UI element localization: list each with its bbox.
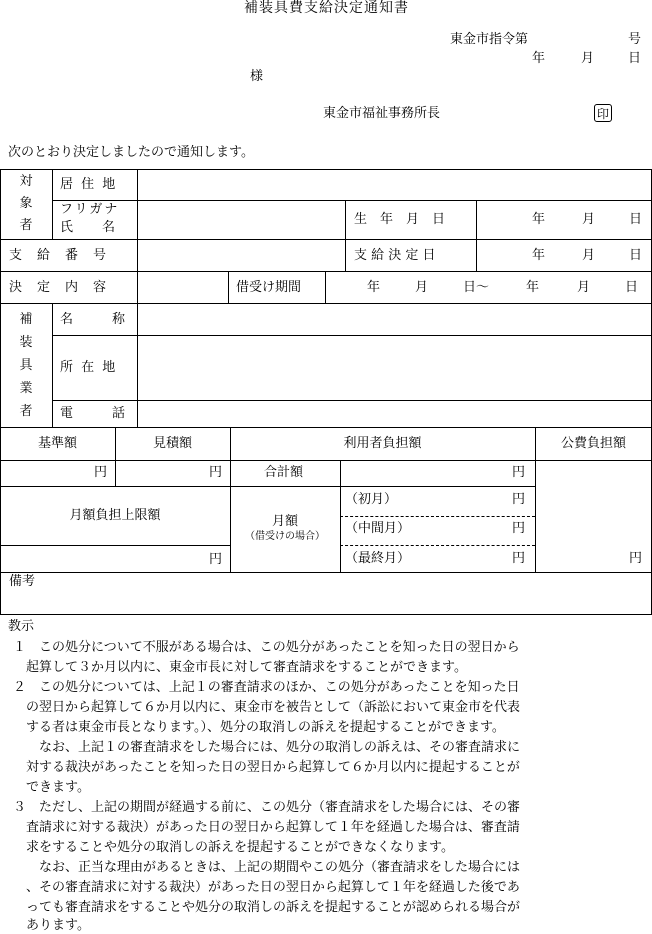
notice-line: なお、上記１の審査請求をした場合には、処分の取消しの訴えは、その審査請求に — [0, 740, 521, 755]
notice-line: ２ この処分については、上記１の審査請求のほか、この処分があったことを知った日 — [0, 680, 520, 695]
monthly-limit-yen: 円 — [209, 552, 223, 567]
decision-year: 年 — [532, 248, 546, 263]
notice-line: 起算して３か月以内に、東金市長に対して審査請求をすることができます。 — [0, 660, 467, 675]
period-start-year: 年 — [367, 280, 381, 295]
subject-label-3: 者 — [19, 218, 33, 233]
benefit-number-label: 支 給 番 号 — [9, 248, 108, 263]
vendor-label-5: 者 — [19, 404, 33, 419]
furigana-label: フリガナ — [60, 202, 120, 217]
notice-line: ３ ただし、上記の期間が経過する前に、この処分（審査請求をした場合には、その審 — [0, 800, 521, 815]
remarks-label: 備考 — [9, 574, 36, 589]
vendor-phone-label: 電 話 — [60, 406, 126, 421]
public-burden-header: 公費負担額 — [560, 436, 626, 451]
estimate-amount-header: 見積額 — [152, 436, 192, 451]
notice-line: する者は東金市長となります。）、処分の取消しの訴えを提起することができます。 — [0, 720, 505, 735]
document-number-suffix: 号 — [628, 32, 642, 47]
last-month-yen: 円 — [512, 551, 526, 566]
notice-line: の翌日から起算して６か月以内に、東金市を被告として（訴訟において東金市を代表 — [0, 700, 521, 715]
notice-line: 、その審査請求に対する裁決）があった日の翌日から起算して１年を経過した後であ — [0, 880, 520, 895]
period-start-day: 日～ — [463, 280, 490, 295]
addressee-suffix: 様 — [250, 69, 264, 84]
period-end-year: 年 — [526, 280, 540, 295]
notice-heading: 教示 — [8, 619, 35, 634]
first-month-label: （初月） — [345, 492, 398, 507]
decision-day: 日 — [629, 248, 643, 263]
decision-month: 月 — [582, 248, 596, 263]
header-month: 月 — [581, 51, 595, 66]
notice-line: っても審査請求をすることや処分の取消しの訴えを提起することが認められる場合が — [0, 900, 521, 915]
subject-label-1: 対 — [19, 174, 33, 189]
vendor-location-label: 所 在 地 — [60, 360, 118, 375]
period-start-month: 月 — [415, 280, 429, 295]
vendor-label-3: 具 — [19, 358, 33, 373]
total-label: 合計額 — [264, 465, 304, 480]
first-month-yen: 円 — [512, 492, 526, 507]
birth-date-label: 生 年 月 日 — [354, 212, 446, 227]
notice-line: 対する裁決があったことを知った日の翌日から起算して６か月以内に提起することが — [0, 760, 520, 775]
name-label: 氏 名 — [60, 220, 117, 235]
seal-mark: 印 — [594, 104, 612, 122]
notice-line: 査請求に対する裁決）があった日の翌日から起算して１年を経過した場合は、審査請 — [0, 820, 520, 835]
period-end-day: 日 — [625, 280, 639, 295]
decision-content-label: 決 定 内 容 — [9, 280, 108, 295]
decision-date-label: 支 給 決 定 日 — [354, 248, 436, 263]
middle-month-yen: 円 — [512, 521, 526, 536]
monthly-label: 月額 — [271, 514, 298, 529]
header-year: 年 — [532, 51, 546, 66]
notice-line: あります。 — [0, 918, 90, 933]
notice-line: 求をすることや処分の取消しの訴えを提起することができなくなります。 — [0, 840, 454, 855]
middle-month-label: （中間月） — [345, 521, 411, 536]
vendor-label-1: 補 — [19, 312, 33, 327]
standard-amount-header: 基準額 — [37, 436, 77, 451]
estimate-yen: 円 — [209, 465, 223, 480]
header-day: 日 — [628, 51, 642, 66]
document-number-prefix: 東金市指令第 — [450, 32, 529, 47]
subject-label-2: 象 — [19, 196, 33, 211]
birth-year: 年 — [532, 212, 546, 227]
notice-line: なお、正当な理由があるときは、上記の期間やこの処分（審査請求をした場合には — [0, 860, 521, 875]
birth-month: 月 — [582, 212, 596, 227]
vendor-label-4: 業 — [19, 381, 33, 396]
vendor-label-2: 装 — [19, 335, 33, 350]
notice-line: できます。 — [0, 780, 90, 795]
rental-period-label: 借受け期間 — [236, 280, 302, 295]
last-month-label: （最終月） — [345, 551, 411, 566]
period-end-month: 月 — [577, 280, 591, 295]
address-label: 居 住 地 — [60, 177, 118, 192]
vendor-name-label: 名 称 — [60, 312, 126, 327]
monthly-limit-label: 月額負担上限額 — [69, 508, 161, 523]
notice-line: １ この処分について不服がある場合は、この処分があったことを知った日の翌日から — [0, 640, 520, 655]
public-burden-yen: 円 — [629, 551, 643, 566]
user-burden-header: 利用者負担額 — [343, 436, 422, 451]
intro-text: 次のとおり決定しましたので通知します。 — [8, 145, 254, 160]
document-title: 補装具費支給決定通知書 — [244, 0, 409, 16]
total-yen: 円 — [512, 465, 526, 480]
standard-yen: 円 — [94, 465, 108, 480]
issuer-name: 東金市福祉事務所長 — [323, 106, 441, 121]
monthly-note: （借受けの場合） — [245, 531, 325, 542]
birth-day: 日 — [629, 212, 643, 227]
